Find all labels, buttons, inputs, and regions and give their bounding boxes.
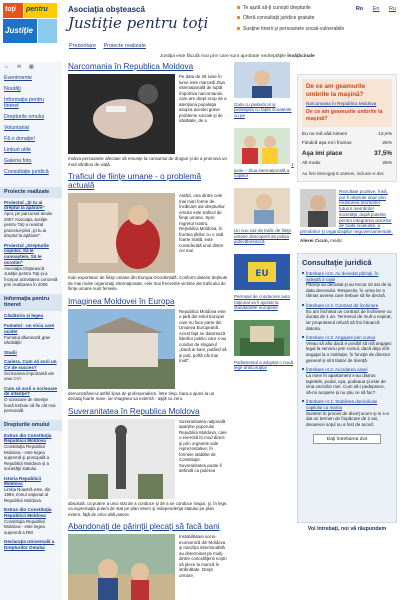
site-logo[interactable]	[3, 3, 57, 43]
logo-word-toti: toţi	[3, 3, 23, 18]
lang-ro[interactable]: Ro	[355, 6, 364, 12]
sidebar-entry-link[interactable]: Proiectul „Şi tu ai dreptul la apărare"	[4, 199, 45, 211]
section-title-drepturile: Drepturile omului	[0, 420, 62, 431]
sidebar-entry	[0, 431, 62, 474]
consultation-panel	[297, 253, 397, 523]
nav-voluntariat[interactable]: Voluntariat	[4, 125, 30, 132]
sidebar-nav	[0, 72, 62, 183]
sidebar-entry-text: Asociaţia Obştească Justiţie pentru Toţi şi-a început activitatea concretă prin realizarea în 2006	[4, 265, 58, 288]
poll-row	[302, 140, 392, 149]
poll-value: 25%	[382, 161, 392, 166]
question-item	[302, 399, 392, 427]
tagline-text: Justiţia este făcută mai prin care sunt aprobate nedreptăţile	[160, 54, 288, 59]
sidebar-entry-link[interactable]: Fumatul - un viciu care ucide!	[4, 323, 55, 334]
logo-word-justitie: Justiţie	[3, 19, 37, 43]
header-links	[69, 43, 152, 50]
poll-value: 12,5%	[378, 132, 392, 138]
sidebar-entry-link[interactable]: Extras din Constituţia Republicii Moldova	[4, 432, 52, 444]
sidebar-entry-text: Constituţia Republicii Moldova - este legea supremă şi principală a Republicii Moldova şi a societăţii statului.	[4, 444, 50, 472]
article	[68, 522, 228, 578]
bullet-icon	[302, 368, 304, 370]
article-body	[68, 534, 228, 578]
author-role: medic	[330, 237, 343, 243]
article-text: Republica Moldova este o ţară din estul Europei care nu face parte din Uniunea Europeană. Acest fapt se datorează liderilor politici care s-au condus de sloganul „Dacă ai bani, putând să şi poţi, poftă cât mai mult",	[179, 308, 227, 364]
poll-total: Au fost interogaţi 8 oameni, inclusiv si dvs	[302, 171, 384, 177]
sidebar-entry-link[interactable]: Cum să scrii o scrisoare de intenţie?	[4, 385, 58, 397]
nav-fa-o-donatie[interactable]: Fă o donaţie!	[4, 136, 35, 143]
lang-ru[interactable]: Ru	[388, 6, 396, 12]
sidebar-entry-link[interactable]: Istoria Republicii Moldova	[4, 475, 42, 487]
bullet-icon	[302, 336, 304, 338]
site-header	[0, 0, 400, 50]
bullet-icon	[302, 304, 304, 306]
bullet-icon	[237, 16, 240, 19]
article-photo[interactable]	[68, 193, 175, 273]
poll-value: 25%	[382, 141, 392, 147]
article-text-more: mari exportatori de fiinţe umane din Europa Occidentală. Conform datelor deţinute de mai multe organizaţii internaţionale, cele mai frecvente victime ale traficului de fiinţe umane sunt femeile.	[68, 275, 228, 292]
mission-text: Te ajută să-ţi cunoşti drepturile	[243, 5, 311, 11]
poll-option: Aşa imi place	[302, 150, 343, 158]
poll-question: De ce am geamurile umbrite la maşină?	[306, 83, 366, 98]
article-text: Suveranitatea naţională aparţine poporului Republicii Moldova, care o exercită în mod direct şi prin organele sale reprezentative, în formele stabilite de Constituţie. Suveranitatea poate fi definită ca puterea	[179, 418, 227, 474]
bullet-icon	[237, 27, 240, 30]
sidebar-entry-text: Constituţia Republicii Moldova - este legea supremă a RM	[4, 518, 45, 535]
news-column	[234, 62, 294, 600]
sidebar-entry-text: Scrisoarea importantă ale unui CV!	[4, 370, 55, 382]
poll-question-repeat: De ce am geamurile umbrite la maşină?	[306, 109, 383, 123]
bullet-icon	[302, 272, 304, 274]
question-item	[302, 271, 392, 299]
article-title[interactable]: Abandonaţi de părinţii plecaţi să facă bani	[68, 522, 220, 532]
article-text: Instabilitatea socio-economică din Moldova şi tranziţia interminabilă au determinat pe mulţi dintre concetăţenii noştri să plece la muncă în străinătate. Drept urmare,	[179, 534, 227, 578]
logo-tile	[38, 19, 57, 43]
question-item	[302, 335, 392, 363]
logo-word-pentru: pentru	[24, 3, 57, 18]
news-photo[interactable]	[234, 128, 290, 164]
article-text-more: demonstrând-ul astfel lipsa de profesionalism. Între timp, bara a ajuns la un decalaj foarte mare, iar imaginea sa externă - aşijă cu zero.	[68, 390, 215, 402]
sidebar-entry	[0, 505, 62, 537]
article	[68, 62, 228, 167]
bullet-icon	[302, 400, 304, 402]
question-link[interactable]: Întrebare nr.1: Stabilirea domiciliului copilului cu mama	[306, 399, 378, 411]
nav-noutati[interactable]: Noutăţi	[4, 85, 21, 92]
news-item	[234, 62, 294, 119]
poll-question-box	[302, 79, 392, 127]
poll-row-highlight	[302, 149, 392, 160]
sidebar-entry-link[interactable]: Declaraţia Universală a Drepturilor Omului	[4, 539, 55, 551]
question-excerpt: La mine în apartament s-au distrus tapetele, podul, uşa, podeaua şi este de vina vecinilor mei. Cum să-i pedepsesc, să-mi acopere şi nu ştiu ce să fac?	[306, 372, 386, 395]
question-link[interactable]: Întrebare nr.2: Acordarea casei	[306, 367, 368, 373]
article-text: Astăzi, una dintre cele mai mari forme de încălcare ale drepturilor omului este traficul de fiinţe umane. Spre regretul nostru, Republica Moldova, în fruntea ţărilor cu o rată foarte înaltă, este considerată unul dintre cei mai	[179, 193, 225, 254]
article-text: Pe data de 26 iunie în lume este marcată Ziua internaţională de luptă împotriva narcomaniei, care are drept scop de a atenţiona populaţia asupra acestei grave probleme sociale şi de sănătate, de a	[179, 74, 227, 124]
main-content	[68, 62, 228, 600]
poll-row	[302, 131, 392, 140]
sidebar-entry-text: Fumatul dăunează grav sănătăţii!	[4, 334, 51, 345]
tagline-bold: învăţăcinale	[287, 54, 315, 59]
quote-text[interactable]: Rezultate pozitive, însă, pot fi obţinute doar prin reuniunea eforturilor tuturor membrilor societăţii, după puterile pentru integrarea actorilor de toate nivelurile, a primăriilor şi organizaţiilor neguvernamentale.	[300, 188, 393, 235]
section-title-tineret: Informaţia pentru tineret	[0, 294, 62, 312]
news-photo[interactable]	[234, 188, 290, 224]
article-text-more: absolută, ca putere a unui stat de a conduce şi de a se conduce singur, şi, în lege, ca supremaţia puterii de stat pe plan intern şi independenţa statului pe plan extern, faţă de orice altă putere.	[68, 500, 228, 517]
sidebar-entry-link[interactable]: Extras din Constituţia Republicii Moldova	[4, 507, 52, 519]
question-excerpt: Eu am închiriat un contract de închiriere cu durata de 1 an. Termenul de mult a expirat, iar proprietarul refuză să îmi întoarcă datoria.	[306, 308, 392, 331]
article-title[interactable]: Narcomania în Republica Moldova	[68, 62, 194, 71]
quote-block	[297, 186, 397, 247]
news-photo[interactable]	[234, 254, 290, 290]
poll-option: Fiindcă aşa mi-i frumos	[302, 141, 352, 147]
sidebar-entry-text: Apoi, pe parcursul anului 2007 Asociaţia Justiţie pentru Toţi a realizat proiectul-pilot „Şi tu ai dreptul la apărare".	[4, 211, 53, 239]
article	[68, 297, 228, 402]
question-excerpt: Părinţii au decedat şi au trecut 10 ani de la data decesului. Respectiv, în urma lor a rămas averea care trebuie să fie decisă.	[306, 282, 392, 299]
ask-question-button[interactable]: Daţi întrebarea dvs	[313, 434, 381, 444]
question-item	[302, 303, 392, 331]
sidebar-entry	[0, 198, 62, 241]
site-title: Justiţie pentru toţi	[68, 14, 209, 32]
mission-text: Susţine tinerii şi persoanele social-vulnerabile	[243, 25, 345, 32]
sidebar-entry	[0, 537, 62, 552]
poll-related-link[interactable]: Narcomania în Republica Moldova	[306, 100, 377, 106]
news-item	[234, 320, 294, 371]
sidebar-entry	[0, 241, 62, 290]
article-photo[interactable]	[68, 419, 175, 499]
question-item	[302, 367, 392, 395]
article-title[interactable]: Suveranitatea în Republica Moldova	[68, 406, 200, 416]
article	[68, 407, 228, 518]
mission-item	[237, 26, 359, 32]
sitemap-icon[interactable]: ▦	[29, 64, 34, 70]
article-photo[interactable]	[68, 534, 175, 600]
question-link[interactable]: Întrebare nr.4: Contract de închiriere	[306, 303, 379, 309]
home-icon[interactable]: ⌂	[5, 64, 9, 70]
link-prezentare[interactable]: Prezentare	[69, 43, 96, 49]
mission-text: Oferă consultaţii juridice gratuite	[243, 15, 315, 22]
mission-list	[237, 5, 359, 36]
section-title-proiecte: Proiecte realizate	[0, 187, 62, 198]
sidebar-entry-text: Limba Noastră este, din 1994, imnul naţional al Republicii Moldova.	[4, 486, 51, 503]
article-body	[68, 309, 228, 402]
mail-icon[interactable]: ✉	[17, 64, 22, 70]
org-type: Asociaţia obştească	[68, 5, 145, 14]
news-item	[234, 254, 294, 311]
sidebar-entry-link[interactable]: Proiectul „Drepturile copiilor, Să le cunoaştem, Să le ocrotim"	[4, 242, 49, 265]
sidebar-entry	[0, 357, 62, 383]
sidebar-entry	[0, 311, 62, 321]
question-excerpt: Suntem în proces de divorţ acum şi ni s-a dat un termen de împăcare de 2 ani, deoarece soţul nu a fost de acord.	[306, 410, 389, 427]
lang-en[interactable]: En	[372, 6, 380, 12]
poll-results	[302, 131, 392, 169]
sidebar-entry	[0, 384, 62, 416]
nav-evenimente[interactable]: Evenimente	[4, 75, 32, 81]
news-link[interactable]: Un nou caz de trafic de fiinţe umane descoperit de poliţia judecătorească	[234, 227, 292, 245]
news-photo[interactable]	[234, 62, 290, 98]
question-link[interactable]: Întrebare nr.5: Au decedat părinţii, în aşteptă 3 copii	[306, 270, 379, 282]
nav-linkuri-utile[interactable]: Linkuri utile	[4, 147, 31, 154]
news-photo[interactable]	[234, 320, 290, 356]
sidebar-entry-link[interactable]: Studii	[4, 349, 17, 355]
ask-tagline: Voi întrebaţi, noi vă răspundem	[307, 525, 387, 532]
question-excerpt: Vreau să afiu dacă e posibil să mă angajez legal la serviciu prin cumul, dacă deja sînt angajat la o instituţie, în funcţie de director general şi sînt titular de licenţă.	[306, 340, 392, 363]
mission-item	[237, 15, 359, 21]
article-photo[interactable]	[68, 309, 175, 389]
nav-galeria-foto[interactable]: Galeria foto	[4, 157, 32, 164]
poll-option: Eu nu mă văd nimeni	[302, 132, 348, 138]
nav-informatia-pentru-tineret[interactable]: Informaţia pentru tineret	[4, 96, 45, 110]
poll-row	[302, 160, 392, 169]
question-link[interactable]: Întrebare nr.3: Angajare prin cumul	[306, 335, 376, 341]
nav-consultatie-juridica[interactable]: Consultaţie juridică	[4, 168, 49, 175]
article-photo[interactable]	[68, 74, 175, 154]
article	[68, 172, 228, 292]
consultation-title: Consultaţie juridică	[302, 257, 372, 267]
nav-drepturile-omului[interactable]: Drepturile omului	[4, 114, 45, 121]
news-item	[234, 128, 294, 179]
news-link[interactable]: Gata cu piebezicol şi pedeapsa cu fapte scoaterile cu pe	[234, 101, 292, 119]
poll-option: Alt motiv	[302, 161, 321, 166]
link-proiecte-realizate[interactable]: Proiecte realizate	[103, 43, 146, 49]
sidebar-entry-link[interactable]: Căsătoria şi legea	[4, 313, 44, 319]
language-switcher	[348, 6, 396, 13]
sidebar	[0, 62, 62, 600]
right-column	[297, 74, 397, 600]
article-body	[68, 193, 228, 292]
sidebar-entry-text: O scrisoare de intenţie bună trebuie să fie cât mai personală	[4, 397, 56, 414]
sidebar-entry	[0, 321, 62, 347]
sidebar-entry	[0, 348, 62, 358]
author-photo	[300, 189, 336, 227]
poll-widget	[297, 74, 397, 182]
sidebar-entry	[0, 474, 62, 506]
poll-value: 37,5%	[374, 150, 392, 158]
sidebar-tools	[0, 62, 62, 72]
sidebar-entry-link[interactable]: Cariera. Cum să scrii un CV de succes?	[4, 359, 57, 370]
news-link[interactable]: 1 iunie – Ziua internaţională a copiilor	[234, 161, 294, 179]
tagline	[160, 54, 315, 60]
quote-author	[300, 235, 394, 244]
article-text-more: motiva persoanele afectate să renunţe la consumul de droguri şi de a promova un mod sănătos de viaţă.	[68, 156, 227, 167]
news-link[interactable]: Parlamentul a adoptat o nouă lege anticorupţie	[234, 359, 294, 371]
mission-item	[237, 5, 359, 11]
article-body	[68, 419, 228, 518]
news-link[interactable]: Permisul de conducere auto naţional va fi ajustat la standardele europene	[234, 293, 291, 311]
bullet-icon	[237, 6, 240, 9]
news-item	[234, 188, 294, 245]
svg-text:EU: EU	[255, 269, 269, 280]
author-name: Alexei Cicun,	[300, 237, 329, 243]
article-body	[68, 74, 228, 167]
article-title[interactable]: Traficul de fiinţe umane - o problemă actuală	[68, 172, 202, 191]
article-title[interactable]: Imaginea Moldovei în Europa	[68, 296, 175, 306]
